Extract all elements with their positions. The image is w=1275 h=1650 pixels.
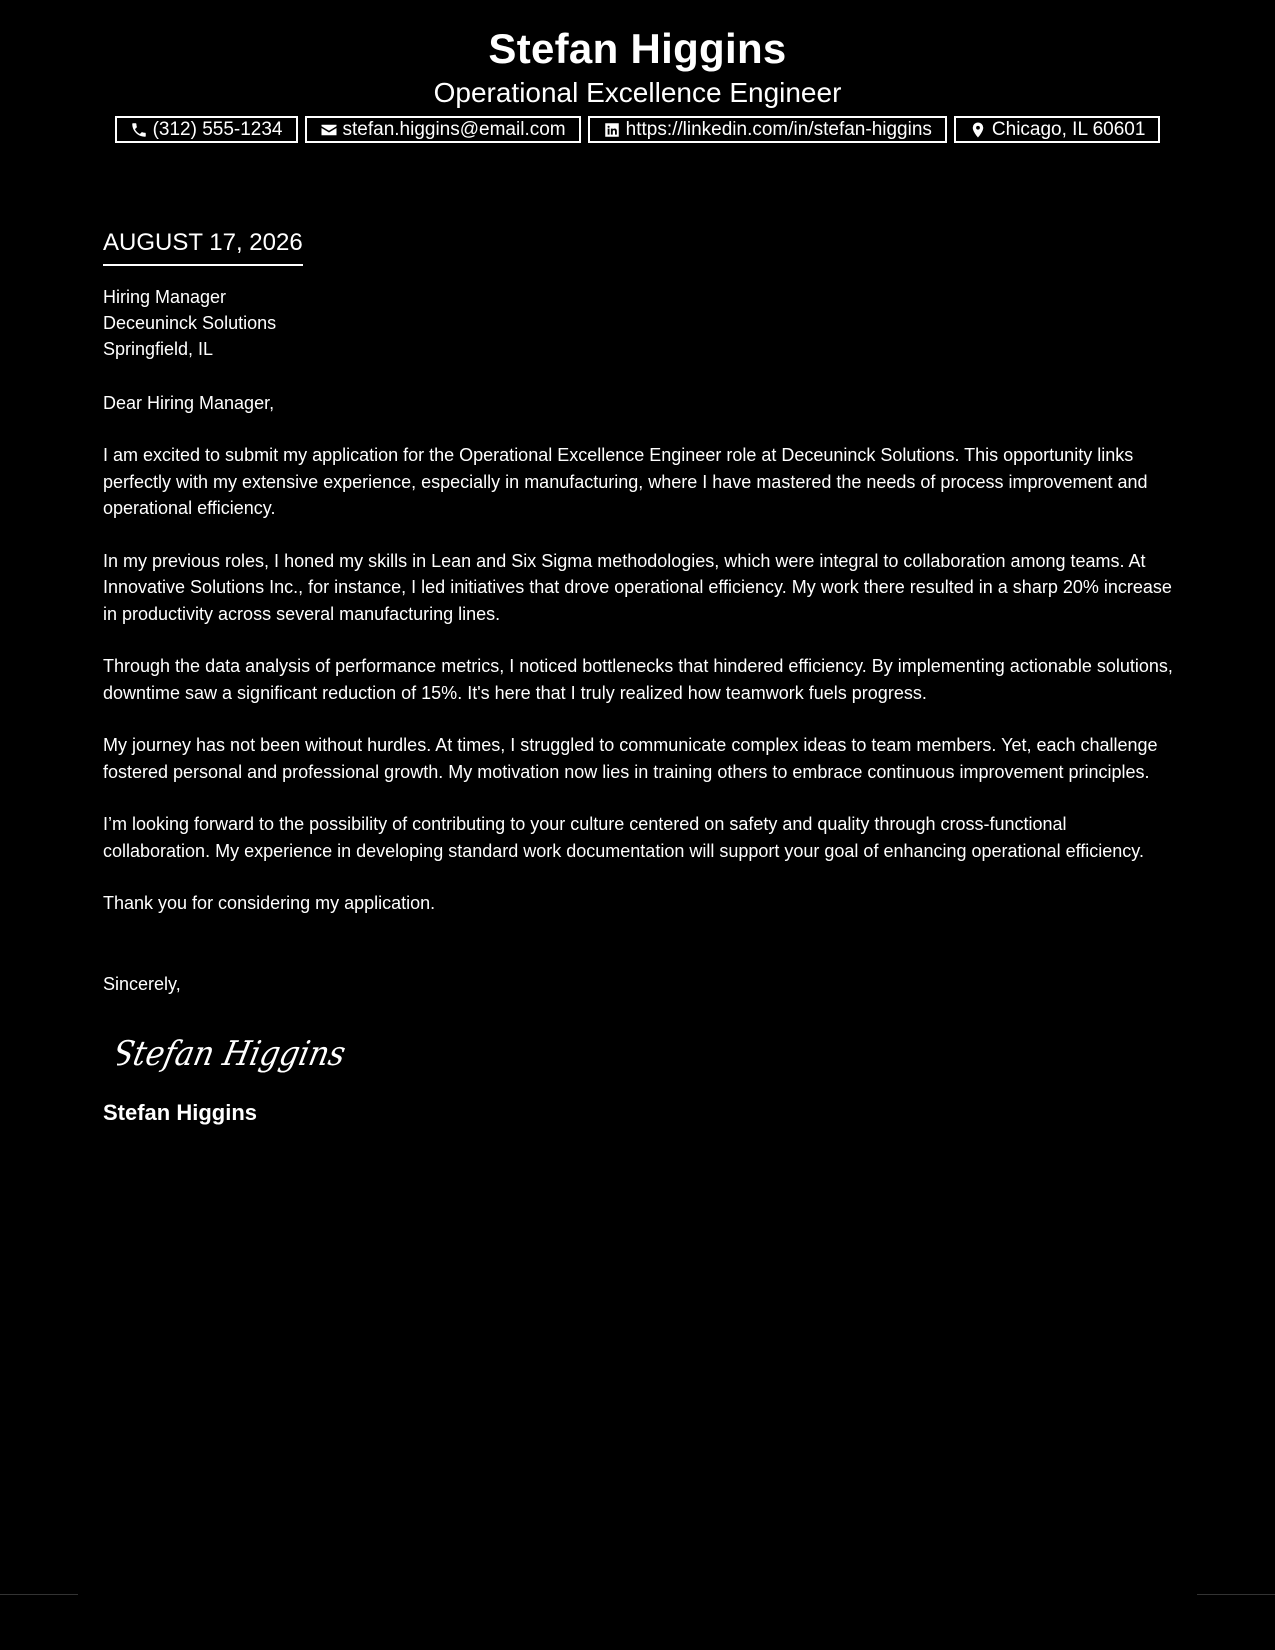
phone-icon [130, 121, 148, 139]
handwritten-signature [117, 1025, 1173, 1079]
contact-location-text: Chicago, IL 60601 [991, 118, 1146, 140]
body-paragraph: My journey has not been without hurdles. At times, I struggled to communicate complex ideas to team members. Yet, each challenge fostered personal and professional growth. My motivation now lies in training others to embrace continuous improvement principles. [103, 735, 1158, 782]
contact-bar [0, 116, 1275, 143]
footer-divider-right [1197, 1594, 1275, 1595]
recipient-line: Springfield, IL [103, 339, 214, 359]
letter-body [103, 228, 1173, 1127]
linkedin-icon [603, 121, 621, 139]
footer-divider-left [0, 1594, 78, 1595]
recipient-block [103, 284, 1173, 362]
body-paragraph: Thank you for considering my application. [103, 893, 436, 913]
map-marker-icon [969, 121, 987, 139]
body-paragraph: Through the data analysis of performance metrics, I noticed bottlenecks that hindered efficiency. By implementing actionable solutions, downtime saw a significant reduction of 15%. It's here that I truly realized how teamwork fuels progress. [103, 656, 1173, 703]
salutation: Dear Hiring Manager, [103, 393, 275, 413]
letter-header [0, 22, 1275, 143]
recipient-line: Hiring Manager [103, 287, 227, 307]
recipient-line: Deceuninck Solutions [103, 313, 277, 333]
contact-location[interactable] [954, 116, 1161, 143]
closing-phrase: Sincerely, [103, 973, 181, 994]
contact-phone-text: (312) 555-1234 [152, 118, 283, 140]
body-paragraph: I am excited to submit my application for the Operational Excellence Engineer role at Deceuninck Solutions. This opportunity links perfectly with my extensive experience, especially in manufacturing, where I have mastered the needs of process improvement and operational efficiency. [103, 445, 1148, 518]
signer-name: Stefan Higgins [103, 1099, 258, 1125]
applicant-title: Operational Excellence Engineer [433, 77, 842, 108]
contact-phone[interactable] [115, 116, 298, 143]
applicant-name: Stefan Higgins [488, 25, 787, 72]
envelope-icon [320, 121, 338, 139]
letter-date: AUGUST 17, 2026 [103, 228, 303, 266]
contact-email-text: stefan.higgins@email.com [342, 118, 566, 140]
body-paragraph: In my previous roles, I honed my skills in Lean and Six Sigma methodologies, which were integral to collaboration among teams. At Innovative Solutions Inc., for instance, I led initiatives that drove operational efficiency. My work there resulted in a sharp 20% increase in productivity across several manufacturing lines. [103, 550, 1172, 624]
contact-linkedin[interactable] [588, 116, 947, 143]
contact-email[interactable] [305, 116, 581, 143]
contact-linkedin-text: https://linkedin.com/in/stefan-higgins [625, 118, 932, 140]
svg-text:Stefan Higgins: Stefan Higgins [117, 1033, 357, 1074]
body-paragraph: I’m looking forward to the possibility of contributing to your culture centered on safety and quality through cross-functional collaboration. My experience in developing standard work documentation will support your goal of enhancing operational efficiency. [103, 814, 1144, 861]
